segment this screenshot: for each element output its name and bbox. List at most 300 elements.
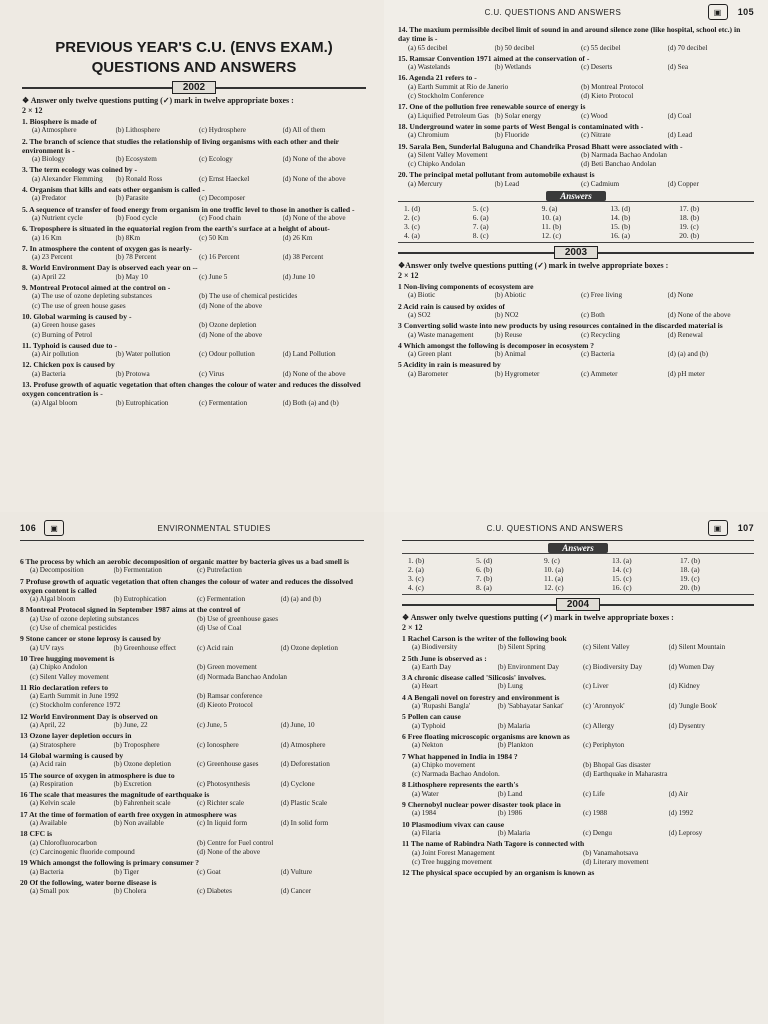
answer-option xyxy=(281,566,365,575)
option-row xyxy=(398,83,754,102)
answer-option: (a) Nutrient cycle xyxy=(32,213,83,222)
answer-option: (c) Ionosphere xyxy=(197,740,239,749)
question-item xyxy=(402,732,754,751)
answer-option: (b) Lung xyxy=(497,682,523,691)
answer-option: (a) Water xyxy=(412,789,439,798)
answer-option: (a) Alexander Flemming xyxy=(32,174,103,183)
answer-option: (a) 65 decibel xyxy=(408,43,448,52)
answer-option: (b) Malaria xyxy=(497,721,531,730)
answer-option: (d) Land Pollution xyxy=(282,350,336,359)
answer-option: (b) Water pollution xyxy=(115,350,171,359)
answer-option: (a) Nekton xyxy=(412,741,443,750)
answer-key-cell: 4. (a) xyxy=(404,231,420,241)
answer-option: (a) 16 Km xyxy=(32,233,62,242)
answer-option: (c) Bacteria xyxy=(581,350,615,359)
answer-option: (c) 55 decibel xyxy=(581,43,621,52)
answer-key-cell: 9. (a) xyxy=(541,204,558,214)
question-stem: 13. Profuse growth of aquatic vegetation that often changes the colour of water and reduces the dissolved oxygen concentration is - xyxy=(22,380,361,399)
question-list xyxy=(402,634,754,877)
answer-option: (a) Biotic xyxy=(408,291,436,300)
answer-option: (c) Allergy xyxy=(583,721,615,730)
option-row xyxy=(20,721,364,730)
running-head-text: C.U. QUESTIONS AND ANSWERS xyxy=(484,7,622,17)
answer-option: (d) Earthquake in Maharastra xyxy=(583,770,668,779)
option-row xyxy=(20,595,364,604)
answer-option: (b) Montreal Protocol xyxy=(581,82,644,91)
question-item xyxy=(398,73,754,101)
option-row xyxy=(398,350,754,359)
answer-option: (b) Food cycle xyxy=(115,213,158,222)
answer-option: (b) May 10 xyxy=(115,272,148,281)
question-item xyxy=(22,205,366,224)
answer-key-cell: 10. (a) xyxy=(541,213,562,223)
answer-option: (c) Richter scale xyxy=(197,799,245,808)
option-row xyxy=(20,741,364,750)
option-row xyxy=(398,291,754,300)
answer-option: (a) Silent Valley Movement xyxy=(408,150,488,159)
question-item xyxy=(22,185,366,204)
question-stem: 16. Agenda 21 refers to - xyxy=(398,73,477,83)
answer-option: (d) June, 10 xyxy=(280,721,315,730)
option-row xyxy=(398,370,754,379)
answer-option: (d) Dysentry xyxy=(668,721,706,730)
answer-option: (b) Fahrenheit scale xyxy=(113,799,171,808)
answer-key-cell: 11. (b) xyxy=(541,222,562,232)
option-row xyxy=(22,194,366,203)
question-item xyxy=(22,341,366,360)
option-row xyxy=(20,868,364,877)
option-row xyxy=(20,663,364,682)
answer-option: (d) (a) and (b) xyxy=(280,595,322,604)
answer-option: (c) Putrefaction xyxy=(197,566,242,575)
answer-option: (c) Life xyxy=(583,789,605,798)
answer-option: (b) Tiger xyxy=(113,867,139,876)
instruction: ❖ Answer only twelve questions putting (✓) mark in twelve appropriate boxes : xyxy=(402,613,674,622)
answer-option: (c) Nitrate xyxy=(581,131,611,140)
page-number: 107 xyxy=(737,523,754,533)
answer-option: (a) The use of ozone depleting substances xyxy=(32,292,153,301)
answer-key-cell: 5. (d) xyxy=(476,556,493,565)
option-row xyxy=(398,311,754,320)
chapter-title-line2: QUESTIONS AND ANSWERS xyxy=(91,59,297,76)
answer-key-cell: 1. (d) xyxy=(404,204,421,214)
answer-option: (c) Deserts xyxy=(581,63,613,72)
question-stem: 10. Global warming is caused by - xyxy=(22,311,132,321)
question-stem: 13 Ozone layer depletion occurs in xyxy=(20,731,132,741)
answer-option: (d) None of the above xyxy=(199,330,263,339)
answer-option: (b) Malaria xyxy=(497,828,531,837)
answer-key-cell: 2. (a) xyxy=(408,565,424,574)
option-row xyxy=(402,761,754,780)
answer-option: (d) Kieto Protocol xyxy=(581,92,634,101)
option-row xyxy=(20,799,364,808)
answer-key-cell: 10. (a) xyxy=(544,565,564,574)
option-row xyxy=(398,112,754,121)
answer-option: (d) Coal xyxy=(667,111,692,120)
answer-option: (c) Free living xyxy=(581,291,623,300)
question-item xyxy=(20,829,364,857)
answer-option: (a) Chipko movement xyxy=(412,760,476,769)
question-stem: 4 Which amongst the following is decomposer in ecosystem ? xyxy=(398,340,595,350)
answer-option: (d) 70 decibel xyxy=(667,43,708,52)
question-stem: 10 Plasmodium vivax can cause xyxy=(402,819,505,829)
answer-key-cell: 7. (a) xyxy=(472,222,489,232)
answer-option: (b) Land xyxy=(497,789,523,798)
answer-option: (c) Narmada Bachao Andolon. xyxy=(412,770,500,779)
answer-option: (d) None xyxy=(667,291,694,300)
answer-option: (a) Air pollution xyxy=(32,350,79,359)
answer-option: (a) Chlorofluorocarbon xyxy=(30,838,97,847)
question-item xyxy=(402,839,754,867)
answer-option: (c) Food chain xyxy=(199,213,241,222)
answer-option: (c) Virus xyxy=(199,369,225,378)
answer-option: (c) 'Aronnyok' xyxy=(583,702,625,711)
answer-option: (b) Reuse xyxy=(494,330,523,339)
answer-option: (d) Women Day xyxy=(668,662,715,671)
answer-key-cell: 17. (b) xyxy=(680,556,700,565)
answer-option: (c) Silent Valley movement xyxy=(30,672,109,681)
question-stem: 15. Ramsar Convention 1971 aimed at the conservation of - xyxy=(398,53,590,63)
question-item xyxy=(20,634,364,653)
option-row xyxy=(398,63,754,72)
answer-option: (a) 'Rupashi Bangla' xyxy=(412,702,471,711)
question-stem: 12 The physical space occupied by an organism is known as xyxy=(402,868,595,878)
question-stem: 4. Organism that kills and eats other organism is called - xyxy=(22,185,205,195)
option-row xyxy=(22,370,366,379)
question-stem: 14 Global warming is caused by xyxy=(20,750,124,760)
option-row xyxy=(402,702,754,711)
answer-option: (a) Wastelands xyxy=(408,63,451,72)
question-item xyxy=(20,790,364,809)
answer-key-cell: 12. (c) xyxy=(544,583,564,592)
question-stem: 8 Montreal Protocol signed in September 1987 aims at the control of xyxy=(20,605,241,615)
question-item xyxy=(22,263,366,282)
answer-key-cell: 2. (c) xyxy=(404,213,420,223)
question-item xyxy=(398,25,754,53)
answers-table xyxy=(402,553,754,595)
question-item xyxy=(398,122,754,141)
answer-option: (d) Copper xyxy=(667,179,699,188)
answer-option: (b) Narmada Bachao Andolan xyxy=(581,150,668,159)
answer-option: (a) Predator xyxy=(32,194,67,203)
answer-key-cell: 13. (a) xyxy=(612,556,632,565)
question-item xyxy=(22,283,366,311)
publisher-logo-icon: ▣ xyxy=(708,4,728,20)
page-107 xyxy=(384,512,768,1024)
question-stem: 19 Which amongst the following is primary consumer ? xyxy=(20,858,200,868)
answer-option: (d) 'Jungle Book' xyxy=(668,702,718,711)
answer-option: (a) UV rays xyxy=(30,643,64,652)
answer-key-cell: 16. (c) xyxy=(612,583,632,592)
answer-option: (c) Hydrosphere xyxy=(199,126,246,135)
answer-key-cell: 15. (b) xyxy=(610,222,631,232)
answer-option: (d) 1992 xyxy=(668,809,694,818)
answer-option: (c) Odour pollution xyxy=(199,350,255,359)
answer-option: (d) Lead xyxy=(667,131,693,140)
option-row xyxy=(22,175,366,184)
answer-option: (c) Use of chemical pesticides xyxy=(30,624,117,633)
answer-option: (b) Non available xyxy=(113,819,164,828)
answer-option: (d) Vulture xyxy=(280,867,313,876)
question-stem: 18. Underground water in some parts of West Bengal is contaminated with - xyxy=(398,121,644,131)
answer-option: (c) Wood xyxy=(581,111,608,120)
answer-option: (b) Wetlands xyxy=(494,63,532,72)
option-row xyxy=(398,180,754,189)
question-stem: 6. Troposphere is situated in the equatorial region from the earth's surface at a height of about- xyxy=(22,224,330,234)
answer-option: (b) Cholera xyxy=(113,887,147,896)
question-stem: 8 Lithosphere represents the earth's xyxy=(402,780,519,790)
answer-option: (b) Lead xyxy=(494,179,520,188)
question-item xyxy=(20,771,364,790)
answer-option: (a) Heart xyxy=(412,682,438,691)
answer-key-cell: 6. (a) xyxy=(472,213,489,223)
answer-option: (c) Carcinogenic fluoride compound xyxy=(30,847,135,856)
answer-key-cell: 14. (c) xyxy=(612,565,632,574)
question-stem: 5 Pollen can cause xyxy=(402,712,461,722)
answer-option: (b) Bhopal Gas disaster xyxy=(583,760,651,769)
answer-option: (b) Abiotic xyxy=(494,291,526,300)
question-item xyxy=(398,302,754,321)
option-row xyxy=(22,253,366,262)
answer-option: (a) Typhoid xyxy=(412,721,446,730)
question-item xyxy=(20,712,364,731)
answers-heading: Answers xyxy=(546,191,606,201)
answer-option: (b) 78 Percent xyxy=(115,253,157,262)
question-list xyxy=(20,557,364,896)
question-stem: 15 The source of oxygen in atmosphere is due to xyxy=(20,770,175,780)
option-row xyxy=(402,741,754,750)
option-row xyxy=(398,131,754,140)
question-stem: 9 Stone cancer or stone leprosy is caused by xyxy=(20,634,161,644)
answer-option: (d) None of the above xyxy=(197,847,261,856)
answer-option: (d) Atmosphere xyxy=(280,740,326,749)
answer-option: (d) Cyclone xyxy=(280,779,315,788)
answer-option: (a) Algal bloom xyxy=(32,398,78,407)
answer-key-cell: 4. (c) xyxy=(408,583,424,592)
page-105 xyxy=(384,0,768,512)
answer-option: (c) Burning of Petrol xyxy=(32,330,93,339)
question-item xyxy=(20,557,364,576)
option-row xyxy=(20,566,364,575)
question-stem: 1 Rachel Carson is the writer of the following book xyxy=(402,634,567,643)
answer-option: (b) 1986 xyxy=(497,809,523,818)
answer-option: (b) Animal xyxy=(494,350,526,359)
answer-option: (d) Both (a) and (b) xyxy=(282,398,339,407)
answer-option: (a) SO2 xyxy=(408,310,431,319)
question-stem: 9 Chernobyl nuclear power disaster took place in xyxy=(402,800,561,810)
answer-option: (c) Greenhouse gases xyxy=(197,760,259,769)
page-104 xyxy=(0,0,384,512)
question-item xyxy=(22,312,366,340)
answer-option: (d) None of the above xyxy=(282,174,346,183)
answer-option: (c) Periphyton xyxy=(583,741,625,750)
question-stem: 8. World Environment Day is observed each year on -- xyxy=(22,263,198,273)
answer-option: (c) 50 Km xyxy=(199,233,229,242)
question-stem: 19. Sarala Ben, Sunderlal Baluguna and Chandrika Prosad Bhatt were associated with - xyxy=(398,141,683,151)
answer-option: (d) None of the above xyxy=(667,310,731,319)
answer-option: (c) Fermentation xyxy=(199,398,248,407)
answer-option: (d) Use of Coal xyxy=(197,624,242,633)
answer-option: (a) Earth Day xyxy=(412,662,452,671)
option-row xyxy=(402,790,754,799)
answer-option: (a) Algal bloom xyxy=(30,595,76,604)
question-stem: 7. In atmosphere the content of oxygen gas is nearly- xyxy=(22,243,192,253)
answer-option: (a) April, 22 xyxy=(30,721,66,730)
answer-option xyxy=(669,741,755,750)
option-row xyxy=(20,615,364,634)
answer-option: (d) In solid form xyxy=(280,819,329,828)
year-divider xyxy=(398,246,754,259)
question-item xyxy=(402,634,754,653)
answer-option: (d) None of the above xyxy=(282,155,346,164)
question-item xyxy=(398,142,754,170)
answer-option: (b) Eutrophication xyxy=(115,398,169,407)
answer-option: (d) None of the above xyxy=(282,369,346,378)
answer-option: (d) Cancer xyxy=(280,887,312,896)
year-divider xyxy=(402,598,754,611)
question-item xyxy=(20,654,364,682)
option-row xyxy=(398,331,754,340)
question-stem: 5 Acidity in rain is measured by xyxy=(398,360,501,370)
answer-option: (c) Stockholm Conference xyxy=(408,92,484,101)
question-item xyxy=(402,780,754,799)
answer-option: (d) Air xyxy=(668,789,688,798)
answer-key-cell: 6. (b) xyxy=(476,565,493,574)
question-stem: 2 5th June is observed as : xyxy=(402,653,487,663)
option-row xyxy=(22,155,366,164)
answer-key-cell: 3. (c) xyxy=(408,574,424,583)
answer-key-cell: 7. (b) xyxy=(476,574,493,583)
answer-option: (c) Cadmium xyxy=(581,179,620,188)
answer-option: (d) 26 Km xyxy=(282,233,313,242)
year-divider xyxy=(22,81,366,94)
answer-option: (d) June 10 xyxy=(282,272,315,281)
question-stem: 11 The name of Rabindra Nath Tagore is connected with xyxy=(402,839,585,849)
answer-option: (b) June, 22 xyxy=(113,721,148,730)
question-stem: 12 World Environment Day is observed on xyxy=(20,711,158,721)
answer-option: (c) Acid rain xyxy=(197,643,234,652)
answer-option: (d) Kieoto Protocol xyxy=(197,701,253,710)
answer-key-cell: 20. (b) xyxy=(680,583,700,592)
answer-option: (b) Ecosystem xyxy=(115,155,157,164)
answer-option: (b) Parasite xyxy=(115,194,149,203)
question-item xyxy=(398,282,754,301)
question-stem: 4 A Bengali novel on forestry and environment is xyxy=(402,692,560,702)
answer-option: (c) Liver xyxy=(583,682,609,691)
answer-option: (b) Green movement xyxy=(197,663,257,672)
question-stem: 7 Profuse growth of aquatic vegetation that often changes the colour of water and reduces the dissolved oxygen content is called xyxy=(20,576,353,595)
answer-option: (d) Renewal xyxy=(667,330,703,339)
answer-option: (a) 23 Percent xyxy=(32,253,73,262)
option-row xyxy=(20,692,364,711)
answer-option: (b) 50 decibel xyxy=(494,43,535,52)
question-stem: 14. The maxium permissible decibel limit of sound in and around silence zone (like hospital, school etc.) in day time is - xyxy=(398,25,741,44)
question-list xyxy=(398,25,754,189)
question-stem: 3 A chronic disease called 'Silicosis' involves. xyxy=(402,673,546,683)
answer-key-cell: 11. (a) xyxy=(544,574,564,583)
question-stem: 11. Typhoid is caused due to - xyxy=(22,340,117,350)
question-list xyxy=(22,117,366,408)
marks: 2 × 12 xyxy=(398,271,419,281)
answer-option: (a) Joint Forest Management xyxy=(412,848,495,857)
answer-option: (a) Barometer xyxy=(408,369,449,378)
page-number: 106 xyxy=(20,523,37,533)
answer-option: (b) 8Km xyxy=(115,233,141,242)
answer-option: (d) Sea xyxy=(667,63,689,72)
question-item xyxy=(20,683,364,711)
answer-key-cell: 16. (a) xyxy=(610,231,630,241)
running-head-text: ENVIRONMENTAL STUDIES xyxy=(157,523,271,533)
answer-option: (a) Decomposition xyxy=(30,566,84,575)
answer-key-cell: 20. (b) xyxy=(679,231,700,241)
answer-option: (c) Ammeter xyxy=(581,369,618,378)
question-item xyxy=(402,673,754,692)
question-stem: 9. Montreal Protocol aimed at the control on - xyxy=(22,283,171,293)
answer-option: (b) Vanamahotsava xyxy=(583,848,639,857)
answer-option: (b) Centre for Fuel control xyxy=(197,838,274,847)
option-row xyxy=(402,682,754,691)
answer-option: (a) Bacteria xyxy=(30,867,64,876)
answer-option: (d) Ozone depletion xyxy=(280,643,338,652)
answer-option: (c) Decomposer xyxy=(199,194,246,203)
option-row xyxy=(22,399,366,408)
question-stem: 1 Non-living components of ecosystem are xyxy=(398,282,534,292)
question-item xyxy=(398,321,754,340)
option-row xyxy=(402,722,754,731)
answer-option: (c) Chipko Andolan xyxy=(408,160,466,169)
question-stem: 17 At the time of formation of earth free oxygen in atmosphere was xyxy=(20,809,237,819)
answer-key-cell: 18. (a) xyxy=(680,565,700,574)
answer-option: (c) June 5 xyxy=(199,272,228,281)
question-stem: 3. The term ecology was coined by - xyxy=(22,165,138,175)
question-item xyxy=(402,868,754,877)
answer-option: (a) Bacteria xyxy=(32,369,66,378)
answer-key-cell: 8. (a) xyxy=(476,583,492,592)
answer-option: (a) Available xyxy=(30,819,67,828)
answer-option: (b) Environment Day xyxy=(497,662,559,671)
option-row xyxy=(22,126,366,135)
answer-option: (d) Literary movement xyxy=(583,857,649,866)
question-stem: 12. Chicken pox is caused by xyxy=(22,360,115,370)
option-row xyxy=(402,829,754,838)
question-list xyxy=(398,282,754,379)
running-head-text: C.U. QUESTIONS AND ANSWERS xyxy=(486,523,624,533)
question-item xyxy=(20,605,364,633)
answer-option: (b) Ozone depletion xyxy=(199,321,257,330)
answer-option: (b) Ramsar conference xyxy=(197,692,263,701)
answer-option: (b) Excretion xyxy=(113,779,152,788)
question-stem: 16 The scale that measures the magnitude of earthquake is xyxy=(20,790,210,800)
answer-option: (b) The use of chemical pesticides xyxy=(199,292,298,301)
question-item xyxy=(20,731,364,750)
answer-option: (a) 1984 xyxy=(412,809,437,818)
question-stem: 6 Free floating microscopic organisms are known as xyxy=(402,731,570,741)
answer-option: (a) Waste management xyxy=(408,330,474,339)
page-number: 105 xyxy=(737,7,754,17)
answer-option: (a) Filaria xyxy=(412,828,441,837)
answer-option: (a) Chromium xyxy=(408,131,449,140)
question-stem: 1. Biosphere is made of xyxy=(22,117,97,126)
question-stem: 17. One of the pollution free renewable source of energy is xyxy=(398,102,586,112)
answer-key-cell: 9. (c) xyxy=(544,556,560,565)
answer-option: (c) 16 Percent xyxy=(199,253,240,262)
answer-option: (b) Hygrometer xyxy=(494,369,540,378)
question-stem: 3 Converting solid waste into new products by using resources contained in the discarded material is xyxy=(398,321,723,331)
answer-option: (c) Tree hugging movement xyxy=(412,857,493,866)
answer-option: (a) Stratosphere xyxy=(30,740,76,749)
answer-option: (b) Silent Spring xyxy=(497,643,546,652)
answer-option: (c) In liquid form xyxy=(197,819,248,828)
